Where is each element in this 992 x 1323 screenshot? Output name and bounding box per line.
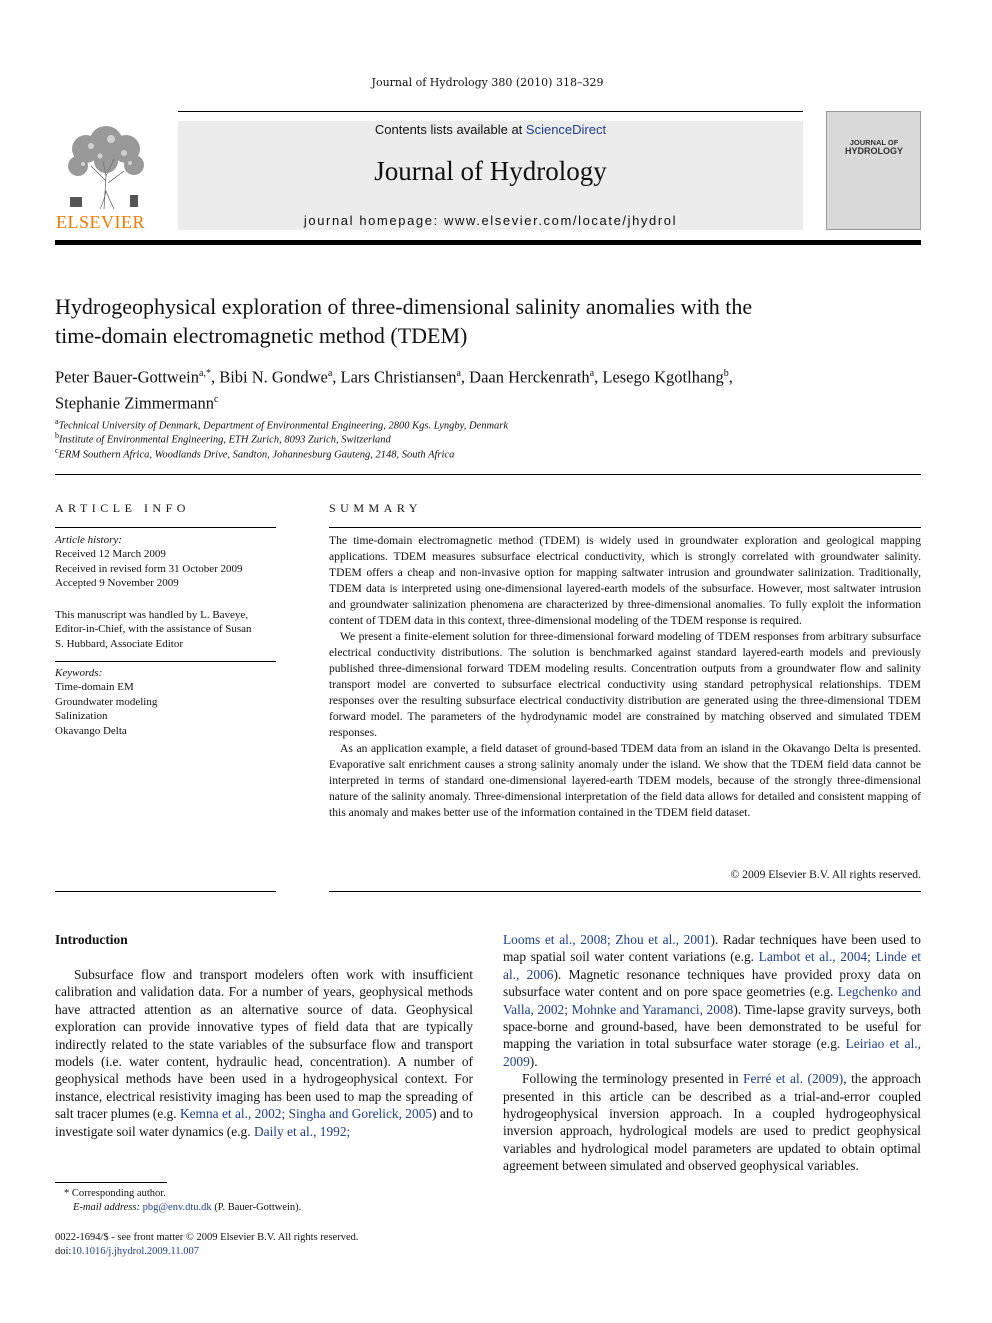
keyword: Salinization [55, 710, 108, 723]
journal-cover-title: JOURNAL OF HYDROLOGY [844, 138, 903, 156]
corresponding-author-footnote: * Corresponding author. E-mail address: pbg@env.dtu.dk (P. Bauer-Gottwein). [64, 1188, 302, 1213]
summary-paragraph: The time-domain electromagnetic method (TDEM) is widely used in groundwater exploration and geological mapping applications. TDEM measures subsurface electrical conductivity, which is strongly correlated with groundwater salinity. TDEM offers a cheap and non-invasive option for mapping saltwater intrusion and groundwater salinization. Traditionally, TDEM data is interpreted using one-dimensional layered-earth models of the subsurface. However, most saltwater intrusion and groundwater salinization phenomena are characterized by three-dimensional anomalies. To fully exploit the information content of TDEM data in this context, three-dimensional modeling of the TDEM response is required. [329, 534, 921, 627]
reference-link[interactable]: Looms et al., 2008; Zhou et al., 2001 [503, 932, 711, 947]
article-title: Hydrogeophysical exploration of three-dimensional salinity anomalies with the time-domain electromagnetic method (TDEM) [55, 294, 753, 348]
summary-rule-bottom [329, 891, 921, 892]
summary-paragraph: As an application example, a field dataset of ground-based TDEM data from an island in the Okavango Delta is presented. Evaporative salt enrichment causes a strong salinity anomaly under the island. We show that the TDEM field data cannot be interpreted in terms of standard one-dimensional layered-earth TDEM models, because of the strongly three-dimensional nature of the salinity anomaly. Three-dimensional interpretation of the field data allows for detailed and consistent mapping of this anomaly and makes better use of the information contained in the TDEM field dataset. [329, 742, 921, 819]
header-top-rule [178, 111, 803, 112]
summary-heading: SUMMARY [329, 501, 422, 515]
keywords: Keywords: Time-domain EM Groundwater modeling Salinization Okavango Delta [55, 666, 280, 738]
doi-link[interactable]: 10.1016/j.jhydrol.2009.11.007 [71, 1246, 199, 1257]
handled-by-note: This manuscript was handled by L. Baveye, Editor-in-Chief, with the assistance of Susan S. Hubbard, Associate Editor [55, 609, 252, 650]
reference-link[interactable]: Legchenko and Valla, 2002; Mohnke and Yaramanci, 2008 [503, 984, 921, 1017]
journal-cover-image [826, 111, 921, 230]
article-info-rule-3 [55, 891, 276, 892]
affiliation-c: $^c$ERM Southern Africa, Woodlands Drive, Sandton, Johannesburg Gauteng, 2148, South Africa [55, 446, 455, 461]
article-info-heading: ARTICLE INFO [55, 501, 190, 515]
author-4: Daan Herckenrath [469, 367, 590, 387]
article-info-rule-2 [55, 661, 276, 662]
copyright-notice: © 2009 Elsevier B.V. All rights reserved. [730, 868, 921, 881]
affiliation-rule [55, 474, 921, 475]
reference-link[interactable]: Lambot et al., 2004; Linde et al., 2006 [503, 949, 921, 982]
footnote-rule [55, 1182, 167, 1183]
reference-link[interactable]: Kemna et al., 2002; Singha and Gorelick, 2005 [179, 1106, 433, 1122]
issn-doi-note: 0022-1694/$ - see front matter © 2009 Elsevier B.V. All rights reserved. doi:10.1016/j.jhydrol.2009.11.007 [55, 1232, 359, 1257]
author-1: Peter Bauer-Gottwein [55, 367, 199, 387]
journal-title: Journal of Hydrology [374, 156, 607, 186]
author-2: Bibi N. Gondwe [219, 367, 328, 387]
affiliation-b: $^b$Institute of Environmental Engineering, ETH Zurich, 8093 Zurich, Switzerland [55, 431, 391, 446]
author-5: Lesego Kgotlhang [602, 367, 724, 387]
sciencedirect-link[interactable]: ScienceDirect [525, 122, 607, 137]
reference-link[interactable]: Daily et al., 1992; [253, 1123, 351, 1139]
journal-citation: Journal of Hydrology 380 (2010) 318–329 [371, 76, 604, 89]
email-link[interactable]: pbg@env.dtu.dk [142, 1202, 212, 1213]
reference-link[interactable]: Ferré et al. (2009) [743, 1071, 844, 1087]
summary-paragraph: We present a finite-element solution for three-dimensional forward modeling of TDEM responses from arbitrary subsurface electrical conductivity distributions. The solution is benchmarked against standard layered-earth models and previously published three-dimensional forward TDEM modeling results. Concentration outputs from a groundwater flow and salinity transport model are converted to subsurface electrical conductivity using standard petrophysical relationships. TDEM responses over the resulting subsurface electrical conductivity distribution are generated using the three-dimensional TDEM forward model. The parameters of the hydrodynamic model are constrained by matching observed and simulated TDEM responses. [329, 630, 921, 739]
header-thick-rule [55, 240, 921, 245]
reference-link[interactable]: Leiriao et al., 2009 [503, 1036, 921, 1069]
author-list: Peter Bauer-Gottwein$^{a,*}$, Bibi N. Gondwe$^a$, Lars Christiansen$^a$, Daan Herckenrath$^a$, Lesego Kgotlhang$^b$, Stephanie Zimmermann$^c$ [55, 367, 733, 412]
keyword: Groundwater modeling [55, 695, 158, 708]
elsevier-wordmark: ELSEVIER [56, 212, 145, 232]
keyword: Okavango Delta [55, 724, 127, 737]
article-history: Article history: Received 12 March 2009 Received in revised form 31 October 2009 Accepted 9 November 2009 [55, 534, 243, 590]
contents-prefix: Contents lists available at [374, 122, 526, 137]
affiliation-a: $^a$Technical University of Denmark, Department of Environmental Engineering, 2800 Kgs. Lyngby, Denmark [55, 417, 509, 432]
article-info-rule-1 [55, 527, 276, 528]
author-6: Stephanie Zimmermann [55, 393, 214, 412]
introduction-heading: Introduction [55, 932, 128, 947]
elsevier-tree-logo [56, 121, 156, 211]
introduction-left-column: Subsurface flow and transport modelers often work with insufficient calibration and validation data. For a number of years, geophysical methods have attracted attention as an alternative source of data. Geophysical exploration can provide innovative types of field data that are typically indirectly related to the state variables of the subsurface flow and transport models (i.e. water content, hydraulic head, concentration). A number of geophysical methods have been used in a hydrogeophysical context. For instance, electrical resistivity imaging has been used to map the spreading of salt tracer plumes (e.g. Kemna et al., 2002; Singha and Gorelick, 2005) and to investigate soil water dynamics (e.g. Daily et al., 1992; [55, 967, 474, 1139]
summary-text [329, 533, 921, 821]
contents-line [178, 122, 803, 137]
introduction-right-column: Looms et al., 2008; Zhou et al., 2001). Radar techniques have been used to map spatial soil water content variations (e.g. Lambot et al., 2004; Linde et al., 2006). Magnetic resonance techniques have provided proxy data on subsurface water content and on pore space geometries (e.g. Legchenko and Valla, 2002; Mohnke and Yaramanci, 2008). Time-lapse gravity surveys, both space-borne and ground-based, have been demonstrated to be useful for mapping the variation in total subsurface water storage (e.g. Leiriao et al., 2009). Following the terminology presented in Ferré et al. (2009), the approach presented in this article can be described as a trial-and-error coupled hydrogeophysical inversion approach. In a coupled hydrogeophysical inversion approach, hydrological models are used to predict geophysical variables and hydrological model parameters are updated to obtain optimal agreement between simulated and observed geophysical variables. [503, 932, 921, 1174]
keyword: Time-domain EM [55, 681, 134, 694]
journal-homepage[interactable]: journal homepage: www.elsevier.com/locate/jhydrol [303, 213, 678, 228]
summary-rule-top [329, 527, 921, 528]
author-3: Lars Christiansen [340, 367, 457, 387]
